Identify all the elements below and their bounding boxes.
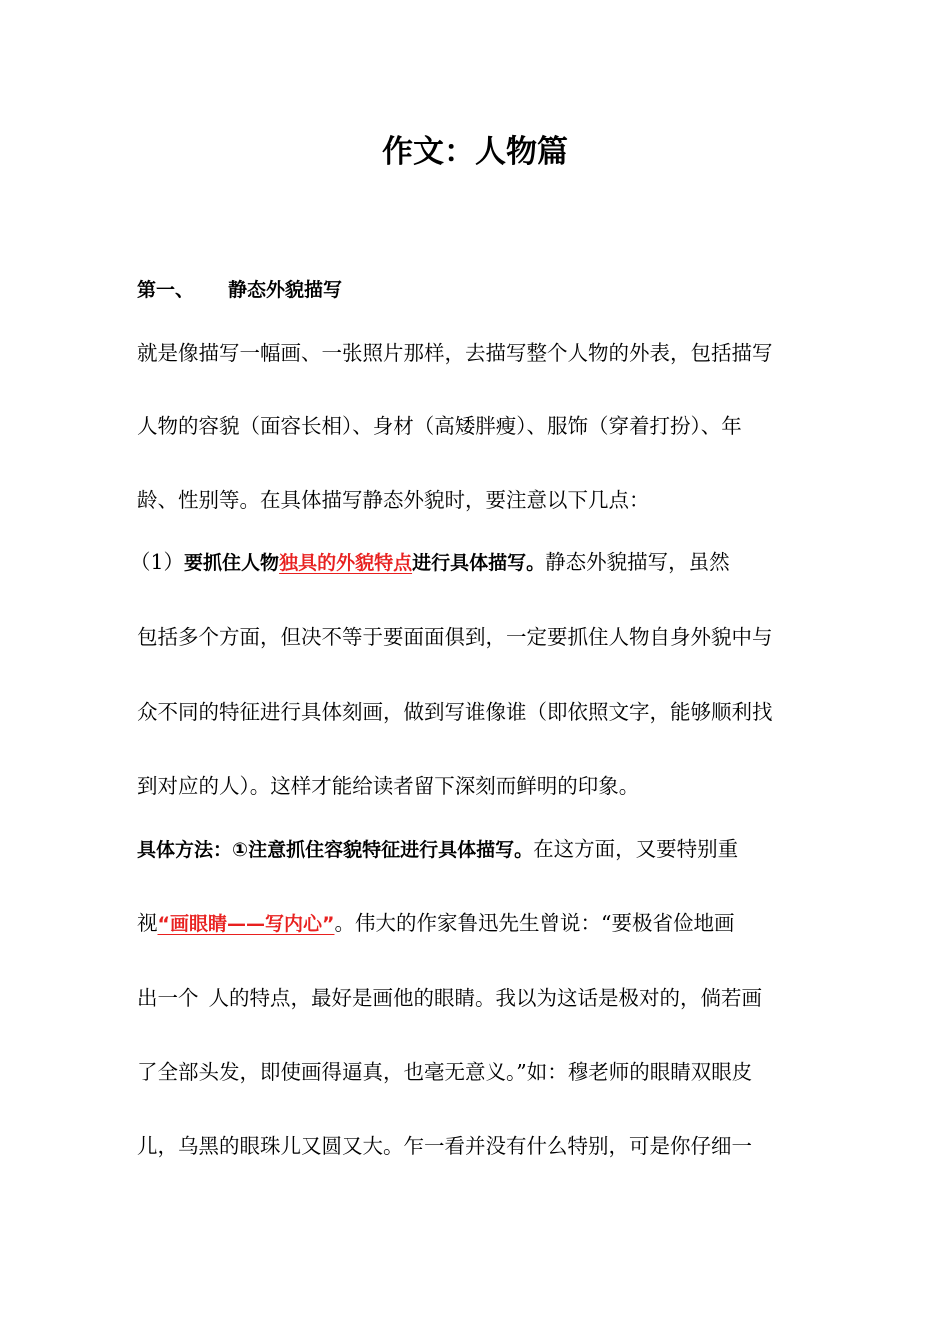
bold-text: 进行具体描写。 xyxy=(412,552,546,574)
body-text: 。伟大的作家鲁迅先生曾说：“要极省俭地画 xyxy=(334,911,735,935)
bold-text: 具体方法：①注意抓住容貌特征进行具体描写。 xyxy=(137,839,534,861)
body-text: 出一个 xyxy=(137,986,199,1010)
paragraph-line: 了全部头发，即使画得逼真，也毫无意义。”如：穆老师的眼睛双眼皮 xyxy=(137,1060,753,1084)
section-number: 第一、 xyxy=(137,279,195,301)
paragraph-line: 就是像描写一幅画、一张照片那样，去描写整个人物的外表，包括描写 xyxy=(137,341,773,365)
body-text: 静态外貌描写，虽然 xyxy=(545,550,730,574)
highlight-text: 独具的外貌特点 xyxy=(279,552,413,574)
section-heading xyxy=(137,275,837,305)
body-text: 视 xyxy=(137,911,158,935)
paragraph-line: 人物的容貌（面容长相）、身材（高矮胖瘦）、服饰（穿着打扮）、年 xyxy=(137,414,742,438)
paragraph-line xyxy=(130,547,830,577)
paragraph-line xyxy=(137,834,837,864)
paragraph-line: 众不同的特征进行具体刻画，做到写谁像谁（即依照文字，能够顺利找 xyxy=(137,700,773,724)
paragraph-line xyxy=(137,908,837,938)
paragraph-line: 龄、性别等。在具体描写静态外貌时，要注意以下几点： xyxy=(137,488,650,512)
paragraph-line: 儿，乌黑的眼珠儿又圆又大。乍一看并没有什么特别，可是你仔细一 xyxy=(137,1134,752,1158)
document-title: 作文：人物篇 xyxy=(382,134,568,170)
paragraph-line xyxy=(137,983,837,1013)
body-text: 人的特点，最好是画他的眼睛。我以为这话是极对的，倘若画 xyxy=(208,986,762,1010)
section-title: 静态外貌描写 xyxy=(228,279,343,301)
paragraph-line: 包括多个方面，但决不等于要面面俱到，一定要抓住人物自身外貌中与 xyxy=(137,625,773,649)
paragraph-line: 到对应的人）。这样才能给读者留下深刻而鲜明的印象。 xyxy=(137,774,640,798)
list-marker: （1） xyxy=(130,550,185,574)
body-text: 在这方面，又要特别重 xyxy=(533,837,739,861)
highlight-text: “画眼睛——写内心” xyxy=(157,913,335,935)
bold-text: 要抓住人物 xyxy=(184,552,280,574)
